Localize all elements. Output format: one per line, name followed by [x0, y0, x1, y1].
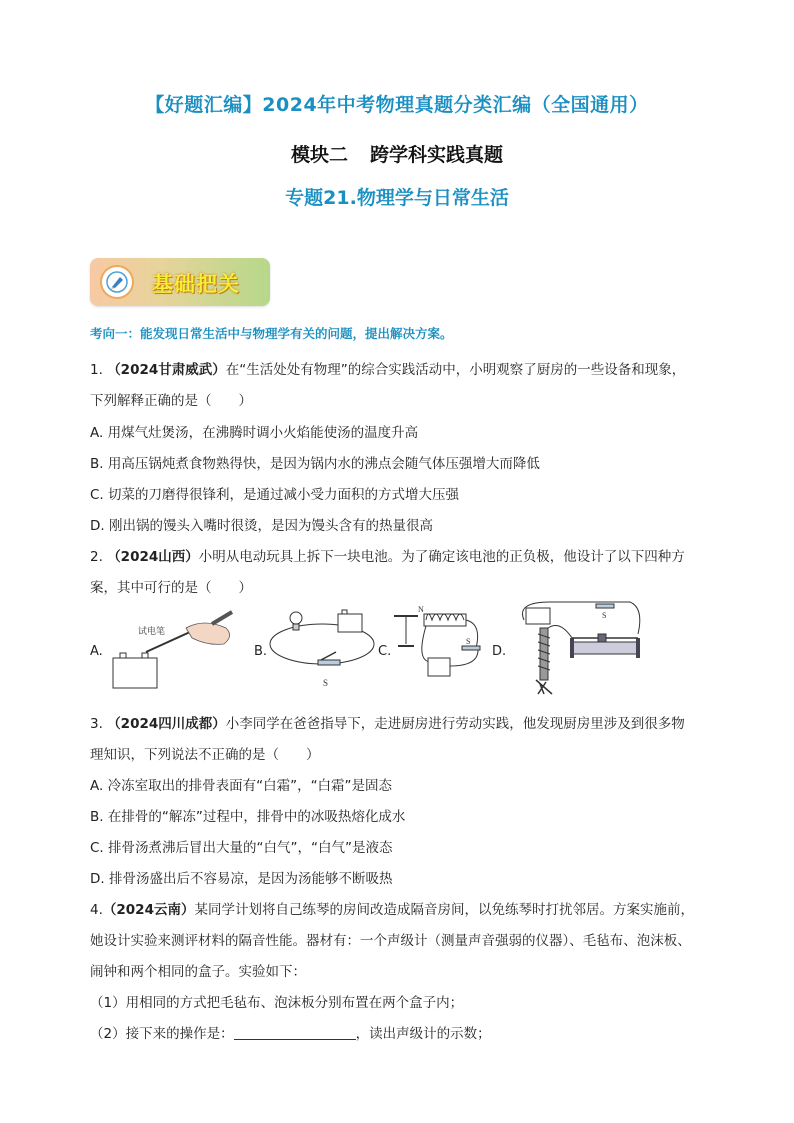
kaoxiang-heading: 考向一：能发现日常生活中与物理学有关的问题，提出解决方案。: [90, 326, 453, 341]
q3-line2: 理知识，下列说法不正确的是（ ）: [90, 747, 320, 763]
document-title: 【好题汇编】2024年中考物理真题分类汇编（全国通用）: [145, 94, 649, 116]
q3-stem: 小李同学在爸爸指导下，走进厨房进行劳动实践，他发现厨房里涉及到很多物: [225, 716, 685, 732]
q4-stem: 某同学计划将自己练琴的房间改造成隔音房间，以免练琴时打扰邻居。方案实施前，: [194, 902, 694, 918]
module-title: [0, 140, 794, 167]
pen-label: 试电笔: [138, 626, 166, 636]
q4-step2-suffix: ，读出声级计的示数；: [355, 1026, 491, 1042]
q4-step2-prefix: （2）接下来的操作是：: [90, 1026, 234, 1042]
q4-number: 4.: [90, 902, 103, 918]
pen-icon: [106, 271, 128, 293]
switch-s-c: S: [466, 637, 471, 646]
badge-label: 基础把关: [152, 272, 240, 296]
switch-s-d: S: [602, 611, 607, 620]
q2-line2: 案，其中可行的是（ ）: [90, 580, 252, 596]
q1-source: （2024甘肃威武）: [107, 362, 226, 378]
q2-label-b: B.: [254, 644, 268, 659]
module-name: 跨学科实践真题: [370, 144, 504, 166]
q1-option-c: C. 切菜的刀磨得很锋利，是通过减小受力面积的方式增大压强: [90, 487, 460, 503]
q4-line2: 她设计实验来测评材料的隔音性能。器材有：一个声级计（测量声音强弱的仪器）、毛毡布、泡沫板、: [90, 933, 691, 949]
q3-number: 3.: [90, 716, 103, 732]
q2-number: 2.: [90, 549, 103, 565]
section-badge: [90, 258, 270, 306]
q2-label-d: D.: [492, 644, 507, 659]
diagram-d-rheostat-circuit: [510, 598, 646, 698]
module-number: 模块二: [290, 144, 348, 166]
q2-label-a: A.: [90, 644, 103, 659]
q1-option-b: B. 用高压锅炖煮食物熟得快，是因为锅内水的沸点会随气体压强增大而降低: [90, 456, 540, 472]
topic-title: 专题21.物理学与日常生活: [285, 187, 509, 209]
q2-line1: [90, 545, 685, 565]
badge-circle: [100, 265, 134, 299]
diagram-c-electromagnet: [390, 600, 492, 696]
q2-label-c: C.: [378, 644, 392, 659]
q1-option-a: A. 用煤气灶煲汤，在沸腾时调小火焰能使汤的温度升高: [90, 425, 419, 441]
q4-line3: 闹钟和两个相同的盒子。实验如下：: [90, 964, 306, 980]
q1-stem: 在“生活处处有物理”的综合实践活动中，小明观察了厨房的一些设备和现象，: [225, 362, 686, 378]
q2-source: （2024山西）: [107, 549, 199, 565]
q3-option-c: C. 排骨汤煮沸后冒出大量的“白气”，“白气”是液态: [90, 840, 393, 856]
q3-option-d: D. 排骨汤盛出后不容易凉，是因为汤能够不断吸热: [90, 871, 393, 887]
q1-number: 1.: [90, 362, 103, 378]
q4-step1: （1）用相同的方式把毛毡布、泡沫板分别布置在两个盒子内；: [90, 995, 464, 1011]
q4-source: （2024云南）: [102, 902, 195, 918]
q2-stem: 小明从电动玩具上拆下一块电池。为了确定该电池的正负极，他设计了以下四种方: [198, 549, 685, 565]
diagram-b-bulb-circuit: [266, 604, 378, 694]
q3-option-b: B. 在排骨的“解冻”过程中，排骨中的冰吸热熔化成水: [90, 809, 406, 825]
switch-s-b: S: [323, 678, 329, 688]
pole-n: N: [418, 605, 424, 614]
q3-option-a: A. 冷冻室取出的排骨表面有“白霜”，“白霜”是固态: [90, 778, 393, 794]
q1-line1: [90, 358, 685, 378]
q4-line1: [90, 898, 694, 918]
q4-answer-blank[interactable]: [234, 1025, 356, 1040]
q1-line2: 下列解释正确的是（ ）: [90, 393, 252, 409]
q3-source: （2024四川成都）: [107, 716, 226, 732]
q4-step2: [90, 1022, 491, 1042]
diagram-a-test-pen: [108, 610, 238, 696]
q1-option-d: D. 刚出锅的馒头入嘴时很烫，是因为馒头含有的热量很高: [90, 518, 433, 534]
q2-diagrams: [90, 600, 650, 700]
q3-line1: [90, 712, 685, 732]
